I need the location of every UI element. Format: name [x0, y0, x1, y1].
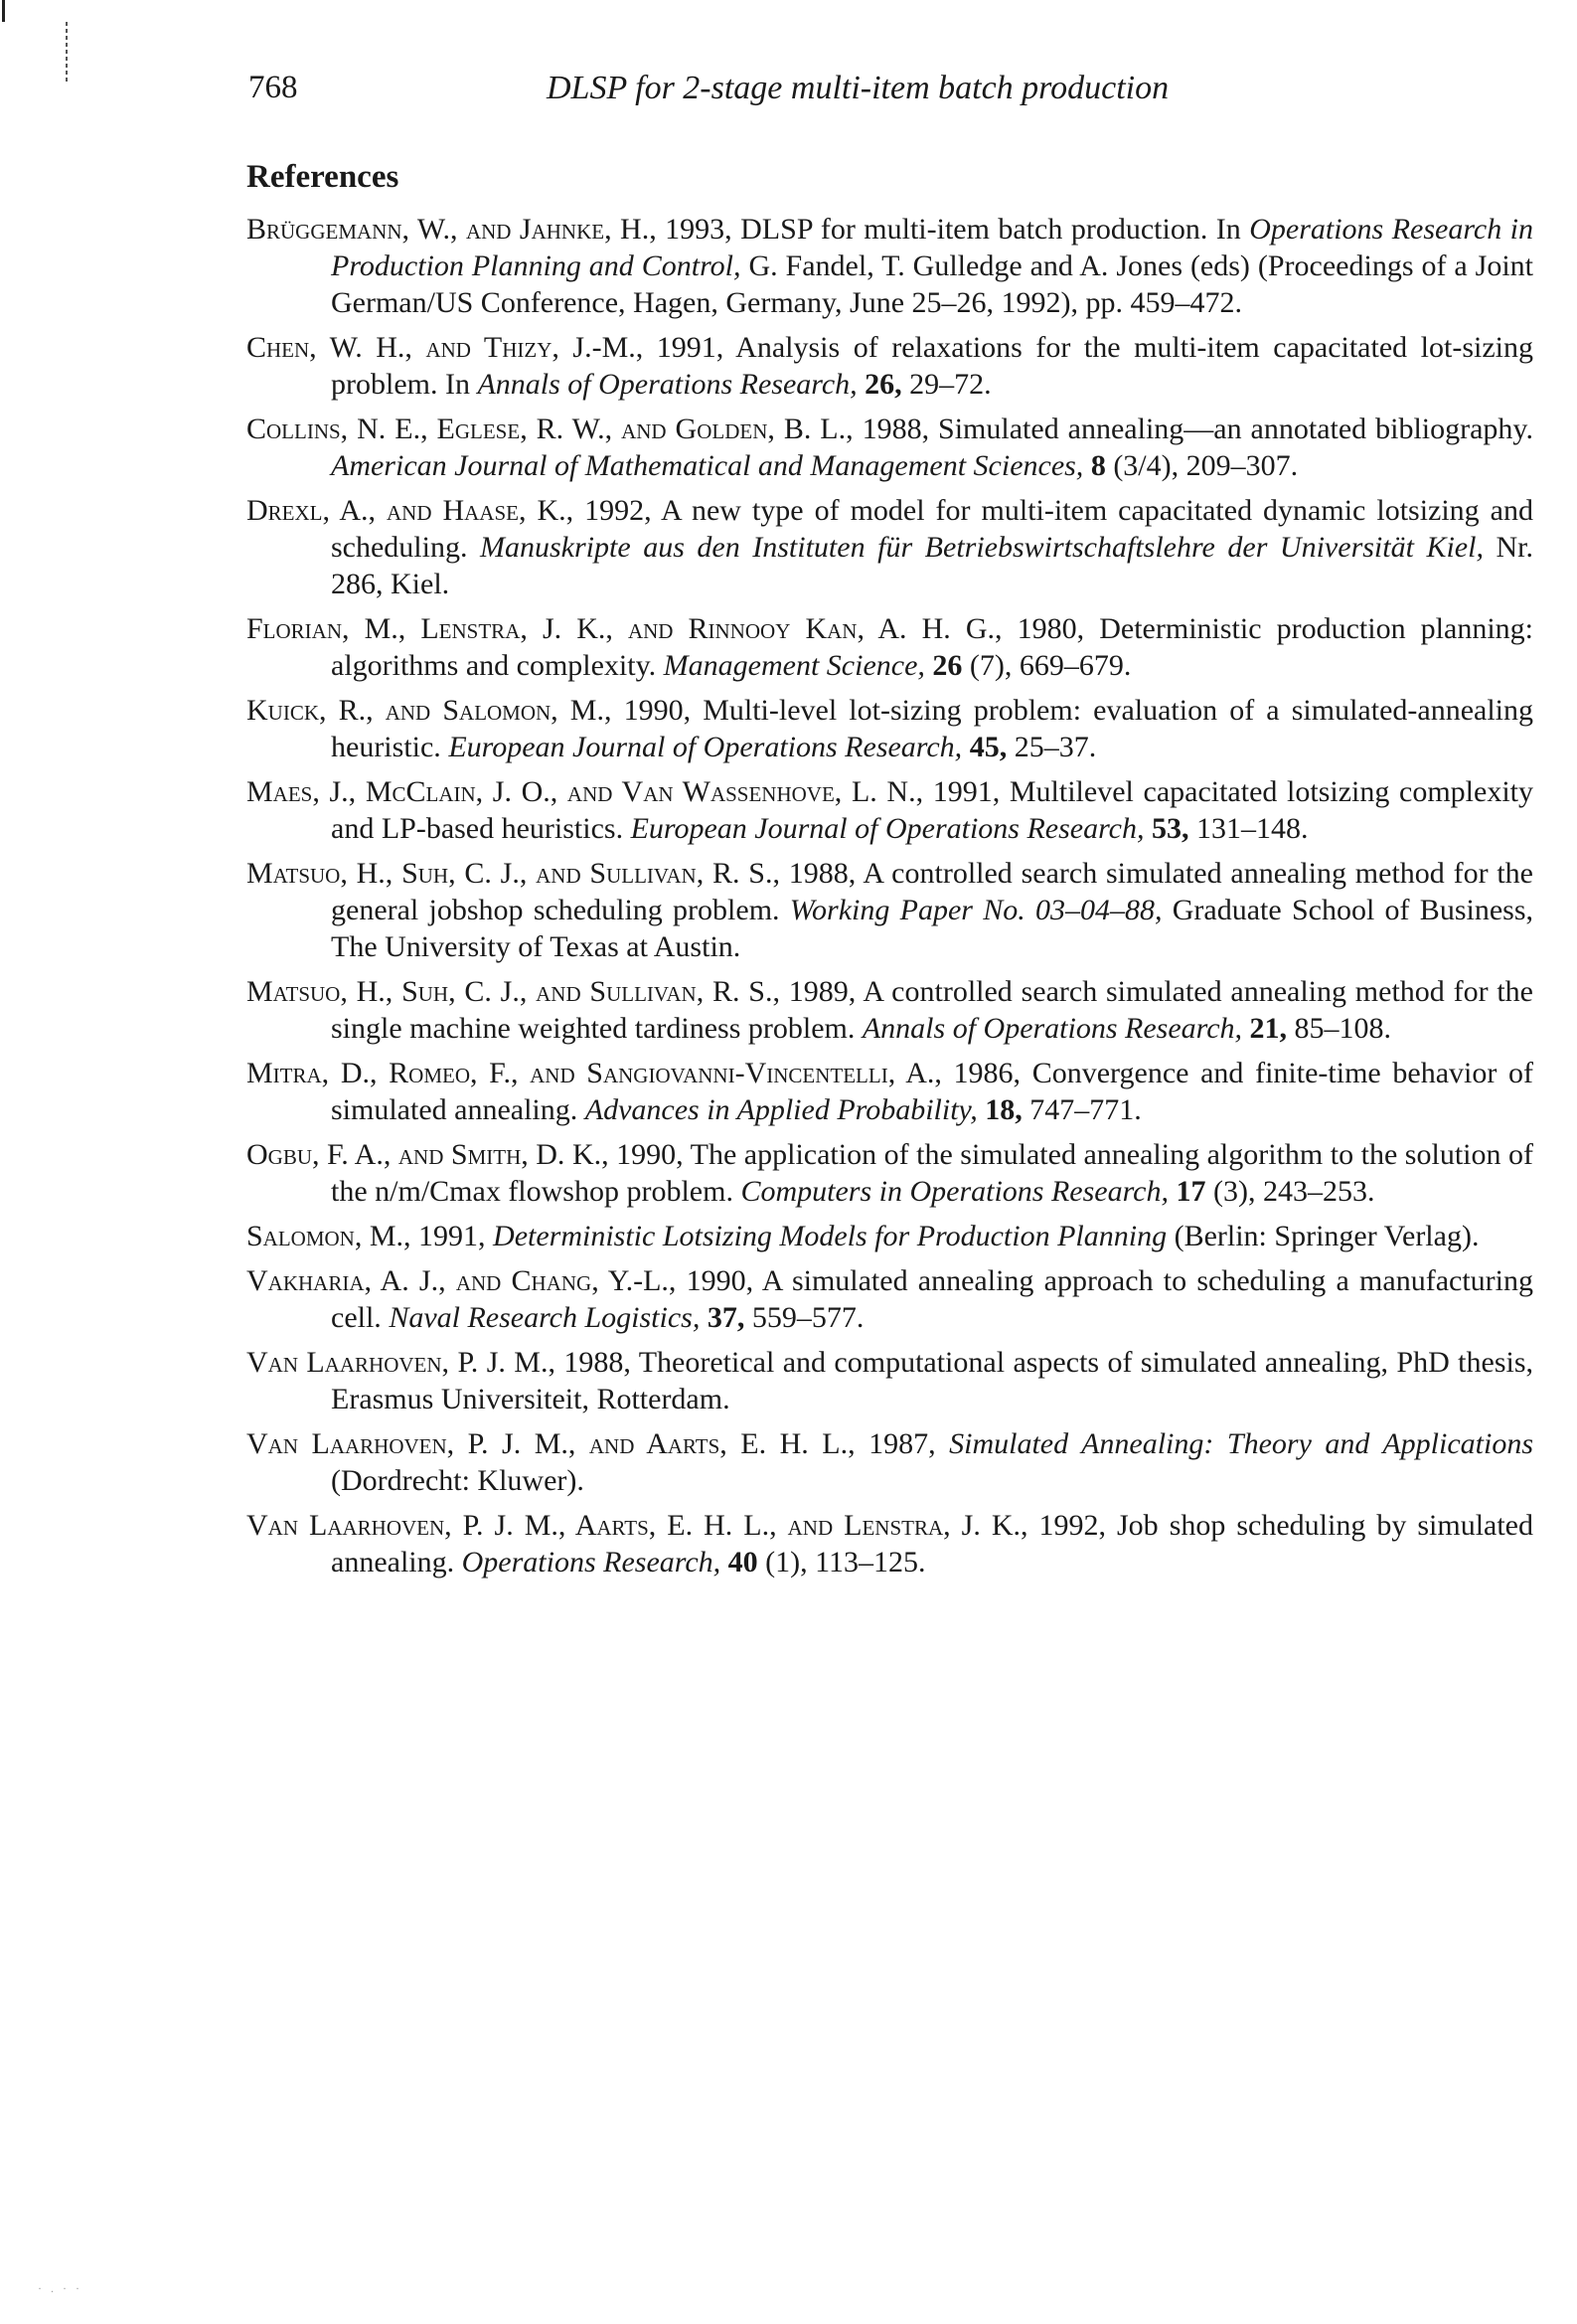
references-list — [246, 211, 1533, 1588]
reference-authors: Florian, M., Lenstra, J. K., and Rinnooy Kan, A. H. G., — [246, 612, 1003, 645]
reference-text: 1987, — [855, 1427, 950, 1460]
reference-authors: Vakharia, A. J., and Chang, Y.-L., — [246, 1264, 677, 1297]
reference-entry — [246, 973, 1533, 1047]
reference-volume: 40 — [720, 1546, 758, 1578]
reference-authors: Matsuo, H., Suh, C. J., and Sullivan, R. S., — [246, 975, 780, 1008]
reference-text: 1991, — [410, 1220, 494, 1252]
reference-text: 1988, Simulated annealing—an annotated bibliography. — [853, 413, 1533, 445]
scan-artifact-mark — [2, 0, 5, 22]
page-header — [248, 70, 1530, 119]
reference-details: 559–577. — [744, 1301, 865, 1334]
reference-authors: Chen, W. H., and Thizy, J.-M., — [246, 331, 644, 364]
reference-details: (3/4), 209–307. — [1105, 449, 1299, 482]
reference-source: Working Paper No. 03–04–88, — [789, 894, 1163, 926]
reference-text: 1986, Convergence and finite-time behavior of simulated annealing. — [331, 1057, 1534, 1126]
reference-details: 85–108. — [1287, 1012, 1392, 1045]
reference-text: 1992, Job shop scheduling by simulated annealing. — [331, 1509, 1533, 1578]
reference-details: Graduate School of Business, The University of Texas at Austin. — [331, 894, 1533, 963]
reference-volume: 17 — [1169, 1175, 1206, 1208]
reference-volume: 18, — [977, 1093, 1023, 1126]
reference-authors: Van Laarhoven, P. J. M., and Aarts, E. H. L., — [246, 1427, 856, 1460]
reference-volume: 53, — [1144, 812, 1189, 845]
reference-volume: 37, — [700, 1301, 745, 1334]
reference-entry — [246, 610, 1533, 684]
reference-source: Operations Research, — [461, 1546, 721, 1578]
reference-entry — [246, 411, 1533, 484]
reference-details: 747–771. — [1022, 1093, 1142, 1126]
reference-details: (1), 113–125. — [757, 1546, 926, 1578]
running-title: DLSP for 2-stage multi-item batch production — [547, 70, 1170, 106]
reference-volume: 8 — [1083, 449, 1106, 482]
reference-text: 1988, A controlled search simulated annealing method for the general jobshop scheduling problem. — [331, 857, 1533, 926]
reference-details: (Dordrecht: Kluwer). — [331, 1464, 584, 1497]
reference-source: Naval Research Logistics, — [389, 1301, 701, 1334]
reference-authors: Collins, N. E., Eglese, R. W., and Golden, B. L., — [246, 413, 854, 445]
reference-entry — [246, 1262, 1533, 1336]
reference-authors: Salomon, M., — [246, 1220, 411, 1252]
reference-details: 131–148. — [1188, 812, 1309, 845]
reference-text: 1993, DLSP for multi-item batch production. In — [656, 213, 1250, 246]
reference-text: 1980, Deterministic production planning: algorithms and complexity. — [331, 612, 1533, 682]
scan-artifact-dashes — [66, 22, 68, 83]
reference-entry — [246, 855, 1533, 965]
reference-entry — [246, 1136, 1533, 1210]
reference-text: 1991, Multilevel capacitated lotsizing complexity and LP-based heuristics. — [331, 775, 1533, 845]
reference-entry — [246, 692, 1533, 765]
reference-authors: Kuick, R., and Salomon, M., — [246, 694, 612, 727]
references-heading: References — [246, 159, 399, 195]
reference-authors: Van Laarhoven, P. J. M., Aarts, E. H. L., and Lenstra, J. K., — [246, 1509, 1028, 1542]
reference-details: (Berlin: Springer Verlag). — [1167, 1220, 1480, 1252]
reference-volume: 26, — [857, 368, 902, 401]
reference-volume: 26 — [924, 649, 963, 682]
reference-details: G. Fandel, T. Gulledge and A. Jones (eds) (Proceedings of a Joint German/US Conference, Hagen, Germany, June 25–26, 1992), pp. 459–472. — [331, 249, 1534, 319]
reference-source: European Journal of Operations Research, — [448, 731, 963, 763]
reference-source: Annals of Operations Research, — [862, 1012, 1243, 1045]
reference-entry — [246, 773, 1533, 847]
page-number: 768 — [248, 70, 298, 105]
reference-volume: 45, — [962, 731, 1008, 763]
scan-speckle: · . · · — [38, 2281, 82, 2295]
reference-authors: Ogbu, F. A., and Smith, D. K., — [246, 1138, 609, 1171]
reference-entry — [246, 1218, 1533, 1254]
reference-text: 1990, A simulated annealing approach to scheduling a manufacturing cell. — [331, 1264, 1533, 1334]
reference-source: European Journal of Operations Research, — [630, 812, 1145, 845]
reference-text: 1989, A controlled search simulated annealing method for the single machine weighted tardiness problem. — [331, 975, 1533, 1045]
reference-source: Manuskripte aus den Instituten für Betriebswirtschaftslehre der Universität Kiel, — [480, 531, 1484, 564]
reference-details: 25–37. — [1007, 731, 1097, 763]
reference-details: 29–72. — [901, 368, 992, 401]
reference-authors: Drexl, A., and Haase, K., — [246, 494, 574, 527]
reference-text: 1991, Analysis of relaxations for the multi-item capacitated lot-sizing problem. In — [331, 331, 1534, 401]
reference-details: Nr. 286, Kiel. — [331, 531, 1533, 600]
reference-entry — [246, 329, 1533, 403]
reference-source: Computers in Operations Research, — [740, 1175, 1169, 1208]
reference-text: 1990, Multi-level lot-sizing problem: evaluation of a simulated-annealing heuristic. — [331, 694, 1533, 763]
reference-authors: Matsuo, H., Suh, C. J., and Sullivan, R. S., — [246, 857, 780, 890]
reference-details: (7), 669–679. — [962, 649, 1132, 682]
reference-text: 1988, Theoretical and computational aspects of simulated annealing, PhD thesis, Erasmus Universiteit, Rotterdam. — [331, 1346, 1534, 1415]
reference-details: (3), 243–253. — [1205, 1175, 1375, 1208]
reference-text: 1990, The application of the simulated annealing algorithm to the solution of the n/m/Cmax flowshop problem. — [331, 1138, 1534, 1208]
reference-entry — [246, 211, 1533, 321]
reference-entry — [246, 1425, 1533, 1499]
reference-entry — [246, 1055, 1533, 1128]
reference-source: Advances in Applied Probability, — [584, 1093, 978, 1126]
reference-source: Deterministic Lotsizing Models for Production Planning — [493, 1220, 1168, 1252]
reference-authors: Mitra, D., Romeo, F., and Sangiovanni-Vincentelli, A., — [246, 1057, 942, 1089]
reference-entry — [246, 1507, 1533, 1580]
reference-source: American Journal of Mathematical and Management Sciences, — [331, 449, 1084, 482]
reference-source: Annals of Operations Research, — [477, 368, 858, 401]
reference-source: Simulated Annealing: Theory and Applications — [949, 1427, 1533, 1460]
reference-source: Management Science, — [663, 649, 925, 682]
reference-authors: Maes, J., McClain, J. O., and Van Wassenhove, L. N., — [246, 775, 924, 808]
reference-volume: 21, — [1242, 1012, 1288, 1045]
reference-entry — [246, 1344, 1533, 1417]
reference-authors: Brüggemann, W., and Jahnke, H., — [246, 213, 657, 246]
reference-entry — [246, 492, 1533, 602]
reference-text: 1992, A new type of model for multi-item capacitated dynamic lotsizing and scheduling. — [331, 494, 1533, 564]
reference-authors: Van Laarhoven, P. J. M., — [246, 1346, 555, 1379]
reference-source: Operations Research in Production Planning and Control, — [331, 213, 1534, 282]
